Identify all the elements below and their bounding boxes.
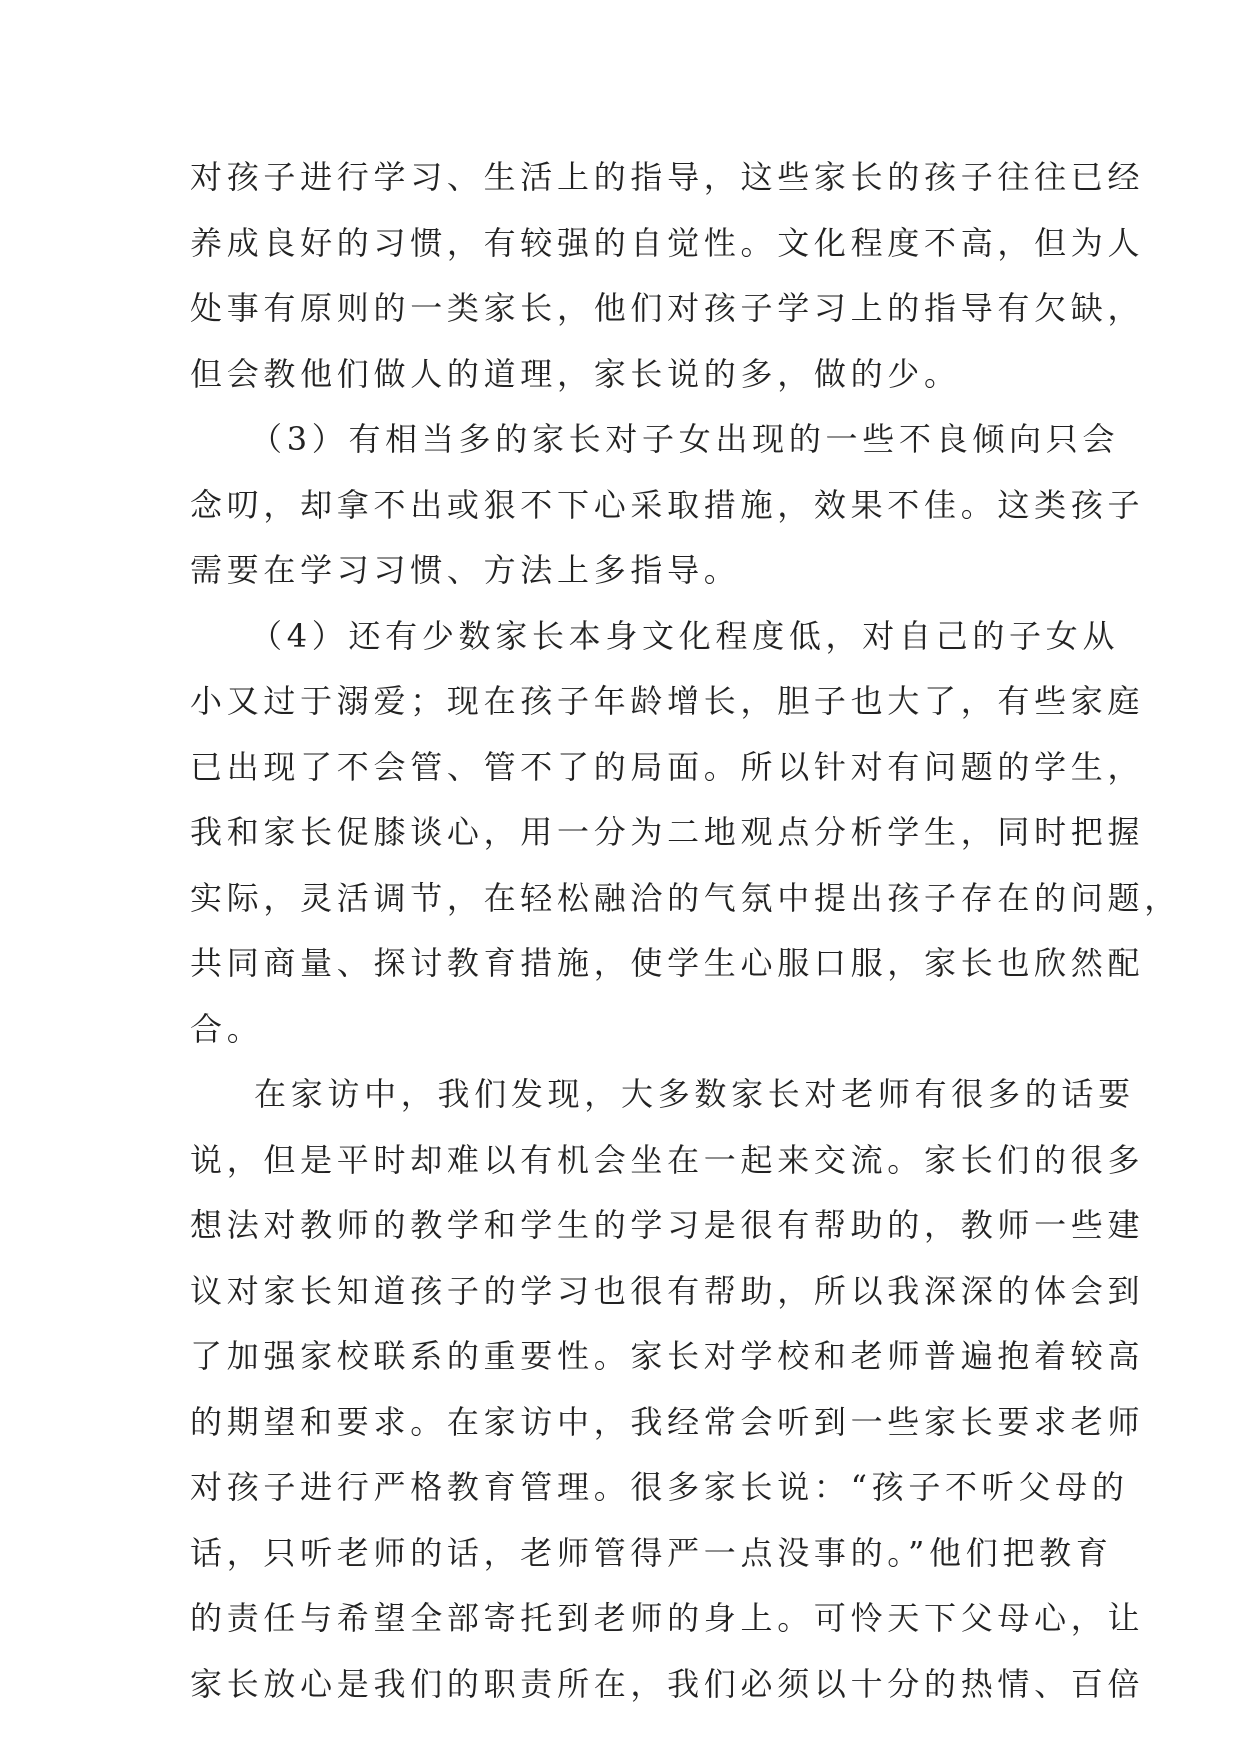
text-line: 话，只听老师的话，老师管得严一点没事的。”他们把教育 — [190, 1533, 1113, 1572]
text-line: 合。 — [190, 1009, 264, 1048]
text-line: 我和家长促膝谈心，用一分为二地观点分析学生，同时把握 — [190, 813, 1145, 851]
text-line: 对孩子进行严格教育管理。很多家长说：“孩子不听父母的 — [190, 1468, 1129, 1506]
text-line: 已出现了不会管、管不了的局面。所以针对有问题的学生， — [190, 747, 1145, 786]
document-body — [190, 145, 1181, 1717]
text-line: 实际，灵活调节，在轻松融洽的气氛中提出孩子存在的问题， — [190, 878, 1181, 917]
text-line: 说，但是平时却难以有机会坐在一起来交流。家长们的很多 — [190, 1140, 1145, 1179]
text-line: 想法对教师的教学和学生的学习是很有帮助的，教师一些建 — [190, 1206, 1145, 1244]
text-line: 处事有原则的一类家长，他们对孩子学习上的指导有欠缺， — [190, 289, 1145, 327]
text-line: 在家访中，我们发现，大多数家长对老师有很多的话要 — [254, 1075, 1135, 1113]
text-line: 小又过于溺爱；现在孩子年龄增长，胆子也大了，有些家庭 — [190, 682, 1145, 720]
text-line: 但会教他们做人的道理，家长说的多，做的少。 — [190, 354, 961, 393]
text-line: 共同商量、探讨教育措施，使学生心服口服，家长也欣然配 — [190, 944, 1145, 982]
text-line: 议对家长知道孩子的学习也很有帮助，所以我深深的体会到 — [190, 1271, 1145, 1310]
text-line: 的期望和要求。在家访中，我经常会听到一些家长要求老师 — [190, 1402, 1145, 1441]
text-line: 了加强家校联系的重要性。家长对学校和老师普遍抱着较高 — [190, 1337, 1145, 1375]
text-line: 念叨，却拿不出或狠不下心采取措施，效果不佳。这类孩子 — [190, 485, 1145, 524]
text-line: 对孩子进行学习、生活上的指导，这些家长的孩子往往已经 — [190, 158, 1145, 196]
text-line: 养成良好的习惯，有较强的自觉性。文化程度不高，但为人 — [190, 223, 1145, 262]
text-line: 的责任与希望全部寄托到老师的身上。可怜天下父母心，让 — [190, 1599, 1145, 1637]
text-line: 需要在学习习惯、方法上多指导。 — [190, 551, 741, 589]
text-line: （4）还有少数家长本身文化程度低，对自己的子女从 — [250, 616, 1120, 655]
text-line: 家长放心是我们的职责所在，我们必须以十分的热情、百倍 — [190, 1664, 1145, 1703]
text-line: （3）有相当多的家长对子女出现的一些不良倾向只会 — [250, 420, 1120, 458]
